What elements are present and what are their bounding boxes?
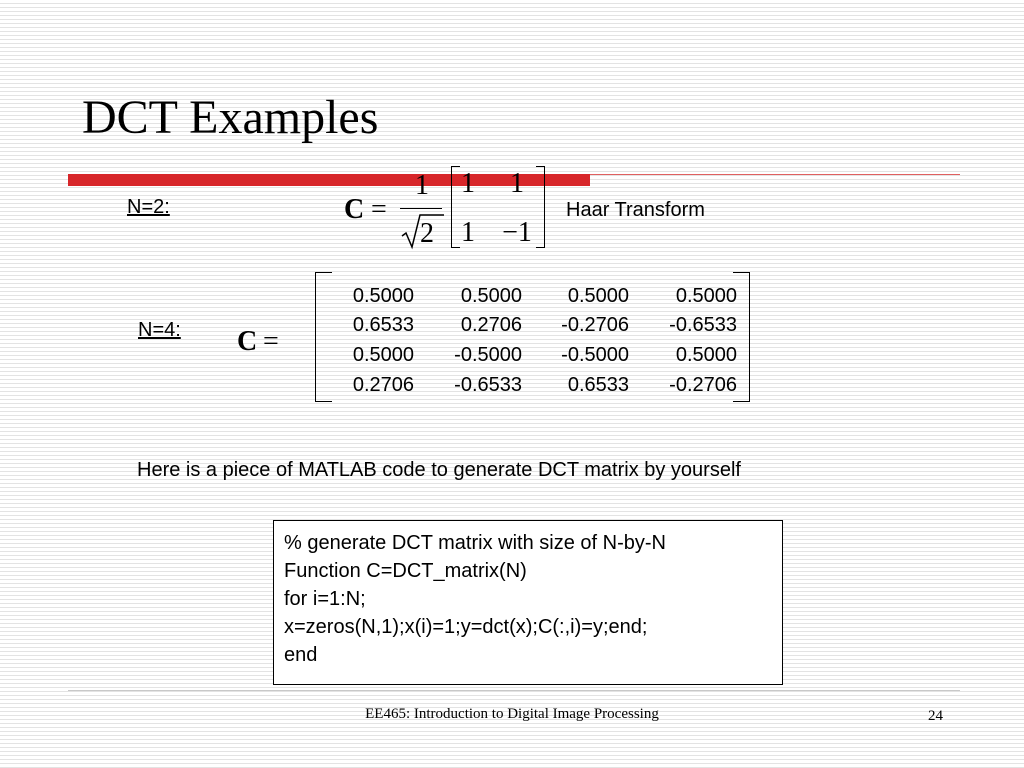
n2-matrix-cell: 1 xyxy=(461,217,475,248)
n2-matrix-cell: 1 xyxy=(510,168,524,199)
footer-course-title: EE465: Introduction to Digital Image Processing xyxy=(365,706,659,722)
n4-matrix-cell: -0.5000 xyxy=(454,344,522,366)
n2-matrix-symbol: C xyxy=(344,194,365,225)
n4-matrix-cell: 0.5000 xyxy=(352,285,414,307)
code-line: % generate DCT matrix with size of N-by-N xyxy=(284,532,666,554)
n4-matrix-cell: 0.2706 xyxy=(352,374,414,396)
n4-matrix-cell: 0.5000 xyxy=(675,344,737,366)
n4-matrix-cell: -0.2706 xyxy=(669,374,737,396)
n2-matrix-cell: 1 xyxy=(461,168,475,199)
n2-coef-numerator: 1 xyxy=(415,170,429,201)
n2-label: N=2: xyxy=(127,196,170,218)
n4-matrix-cell: 0.6533 xyxy=(567,374,629,396)
n4-matrix-cell: -0.5000 xyxy=(561,344,629,366)
n4-equals-sign: = xyxy=(263,326,279,357)
n4-matrix-cell: 0.5000 xyxy=(352,344,414,366)
haar-transform-caption: Haar Transform xyxy=(566,199,705,221)
page-number: 24 xyxy=(928,708,943,724)
n2-coef-denominator: 2 xyxy=(420,218,434,249)
slide-title: DCT Examples xyxy=(82,91,379,144)
n4-matrix-cell: 0.6533 xyxy=(352,314,414,336)
code-line: for i=1:N; xyxy=(284,588,366,610)
footer-divider xyxy=(68,690,960,691)
code-box xyxy=(273,520,783,685)
n4-matrix-cell: 0.5000 xyxy=(567,285,629,307)
matlab-description: Here is a piece of MATLAB code to generate DCT matrix by yourself xyxy=(137,459,741,481)
n4-matrix-symbol: C xyxy=(237,326,258,357)
n2-equals-sign: = xyxy=(371,194,387,225)
n4-matrix-cell: 0.2706 xyxy=(460,314,522,336)
code-line: x=zeros(N,1);x(i)=1;y=dct(x);C(:,i)=y;end; xyxy=(284,616,648,638)
n4-matrix-cell: -0.6533 xyxy=(669,314,737,336)
code-line: end xyxy=(284,644,318,666)
n4-matrix-cell: 0.5000 xyxy=(460,285,522,307)
n4-label: N=4: xyxy=(138,319,181,341)
n4-matrix-cell: -0.6533 xyxy=(454,374,522,396)
n2-fraction-bar xyxy=(400,208,442,209)
n2-matrix-cell: −1 xyxy=(502,217,532,248)
n4-matrix-cell: 0.5000 xyxy=(675,285,737,307)
n4-matrix-cell: -0.2706 xyxy=(561,314,629,336)
code-line: Function C=DCT_matrix(N) xyxy=(284,560,527,582)
